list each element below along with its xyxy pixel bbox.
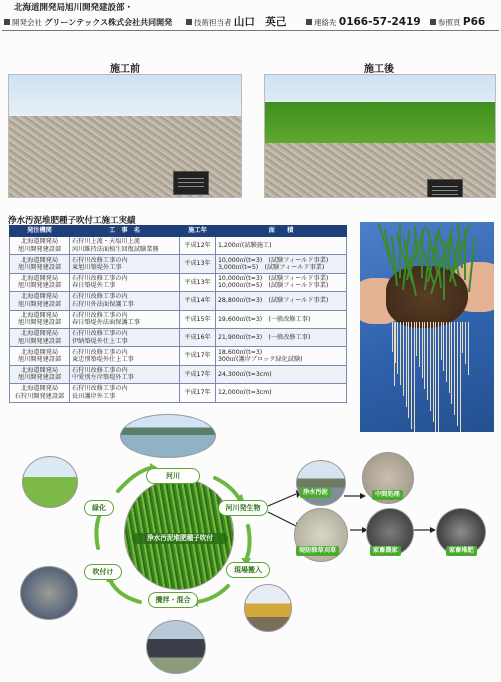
dev-label: 開発会社: [12, 18, 42, 27]
table-cell-org: 北海道開発局 旭川開発建設部: [10, 255, 70, 273]
results-table-title: 浄水汚泥堆肥種子吹付工施工実績: [8, 216, 136, 226]
contact-phone: 0166-57-2419: [338, 16, 421, 28]
spraying-photo: [20, 566, 78, 620]
farmer-tag: 家畜農家: [370, 546, 401, 556]
table-cell-area: 28,800㎡(t=3) (試験フィールド事業): [216, 292, 347, 310]
grass-tag: 堤防除草刈草: [296, 546, 339, 556]
tech-name: 山口 英己: [233, 16, 287, 28]
river-photo: [120, 414, 216, 458]
tech-label: 技術担当者: [194, 18, 232, 27]
table-cell-name: 石狩川改修工事の内 中愛別左岸築堤外工事: [70, 365, 180, 383]
after-caption: 施工後: [364, 64, 394, 75]
table-cell-name: 石狩川改修工事の内 東旭川築堤外工事: [70, 255, 180, 273]
table-cell-name: 石狩川上流・天塩川上流 河川維持法面植生回復試験業務: [70, 237, 180, 255]
table-cell-area: 24,300㎡(t=3cm): [216, 365, 347, 383]
table-cell-org: 北海道開発局 旭川開発建設部: [10, 328, 70, 346]
sludge-tag: 浄水汚泥: [300, 488, 331, 498]
transport-photo: [244, 584, 292, 632]
mixing-photo: [146, 620, 206, 674]
table-cell-year: 平成13年: [180, 255, 216, 273]
column-header: 面 積: [216, 226, 347, 237]
table-cell-org: 北海道開発局 旭川開発建設部: [10, 237, 70, 255]
table-cell-org: 北海道開発局 旭川開発建設部: [10, 347, 70, 365]
table-cell-area: 21,900㎡(t=3) (一般改修工事): [216, 328, 347, 346]
org-line-2: グリーンテックス株式会社共同開発: [44, 18, 173, 27]
table-cell-org: 北海道開発局 旭川開発建設部: [10, 365, 70, 383]
column-header: 発注機関: [10, 226, 70, 237]
table-cell-org: 北海道開発局 石狩川開発建設部: [10, 384, 70, 402]
table-cell-name: 石狩川改修工事の内 石狩川外法面保護工事: [70, 292, 180, 310]
table-cell-year: 平成14年: [180, 292, 216, 310]
table-cell-year: 平成13年: [180, 273, 216, 291]
table-cell-org: 北海道開発局 旭川開発建設部: [10, 310, 70, 328]
table-cell-area: 18,600㎡(t=3) 300㎡(護岸ブロック緑化試験): [216, 347, 347, 365]
table-cell-year: 平成17年: [180, 347, 216, 365]
intermediate-tag: 中間処理: [372, 490, 403, 500]
table-cell-area: 19,600㎡(t=3) (一般改修工事): [216, 310, 347, 328]
ref-label: 参照頁: [438, 18, 461, 27]
table-cell-year: 平成15年: [180, 310, 216, 328]
contact-label: 連絡先: [314, 18, 337, 27]
table-cell-org: 北海道開発局 旭川開発建設部: [10, 273, 70, 291]
table-cell-name: 石狩川改修工事の内 東忠別築堤外仕上工事: [70, 347, 180, 365]
table-cell-year: 平成12年: [180, 237, 216, 255]
table-cell-year: 平成16年: [180, 328, 216, 346]
greening-photo: [22, 456, 78, 508]
table-cell-name: 石狩川改修工事の内 春日築堤外法面保護工事: [70, 310, 180, 328]
table-cell-area: 10,000㎡(t=3) (試験フィールド事業) 10,000㎡(t=5) (試験フィールド事業): [216, 273, 347, 291]
transport-label: 現場搬入: [226, 562, 270, 578]
column-header: 施工年: [180, 226, 216, 237]
greening-label: 緑化: [84, 500, 114, 516]
table-cell-area: 12,000㎡(t=3cm): [216, 384, 347, 402]
table-cell-area: 10,000㎡(t=3) (試験フィールド事業) 3,000㎡(t=5) (試験フィールド事業): [216, 255, 347, 273]
before-caption: 施工前: [110, 64, 140, 75]
table-cell-org: 北海道開発局 旭川開発建設部: [10, 292, 70, 310]
center-label: 浄水汚泥堆肥種子吹付: [132, 533, 228, 544]
table-cell-name: 石狩川改修工事の内 長田護岸外工事: [70, 384, 180, 402]
table-cell-name: 石狩川改修工事の内 伊納築堤外仕上工事: [70, 328, 180, 346]
org-line-1: 北海道開発局旭川開発建設部・: [14, 3, 134, 13]
spraying-label: 吹付け: [84, 564, 122, 580]
table-cell-year: 平成17年: [180, 365, 216, 383]
table-cell-year: 平成17年: [180, 384, 216, 402]
ref-page: P66: [462, 16, 486, 28]
table-cell-area: 1,200㎡(試験施工): [216, 237, 347, 255]
table-cell-name: 石狩川改修工事の内 春日築堤外工事: [70, 273, 180, 291]
column-header: 工 事 名: [70, 226, 180, 237]
river-source-label: 河川発生物: [218, 500, 268, 516]
mixing-label: 攪拌・混合: [148, 592, 198, 608]
river-label: 河川: [146, 468, 200, 484]
sludge-photo: [296, 460, 346, 506]
manure-tag: 家畜堆肥: [446, 546, 477, 556]
